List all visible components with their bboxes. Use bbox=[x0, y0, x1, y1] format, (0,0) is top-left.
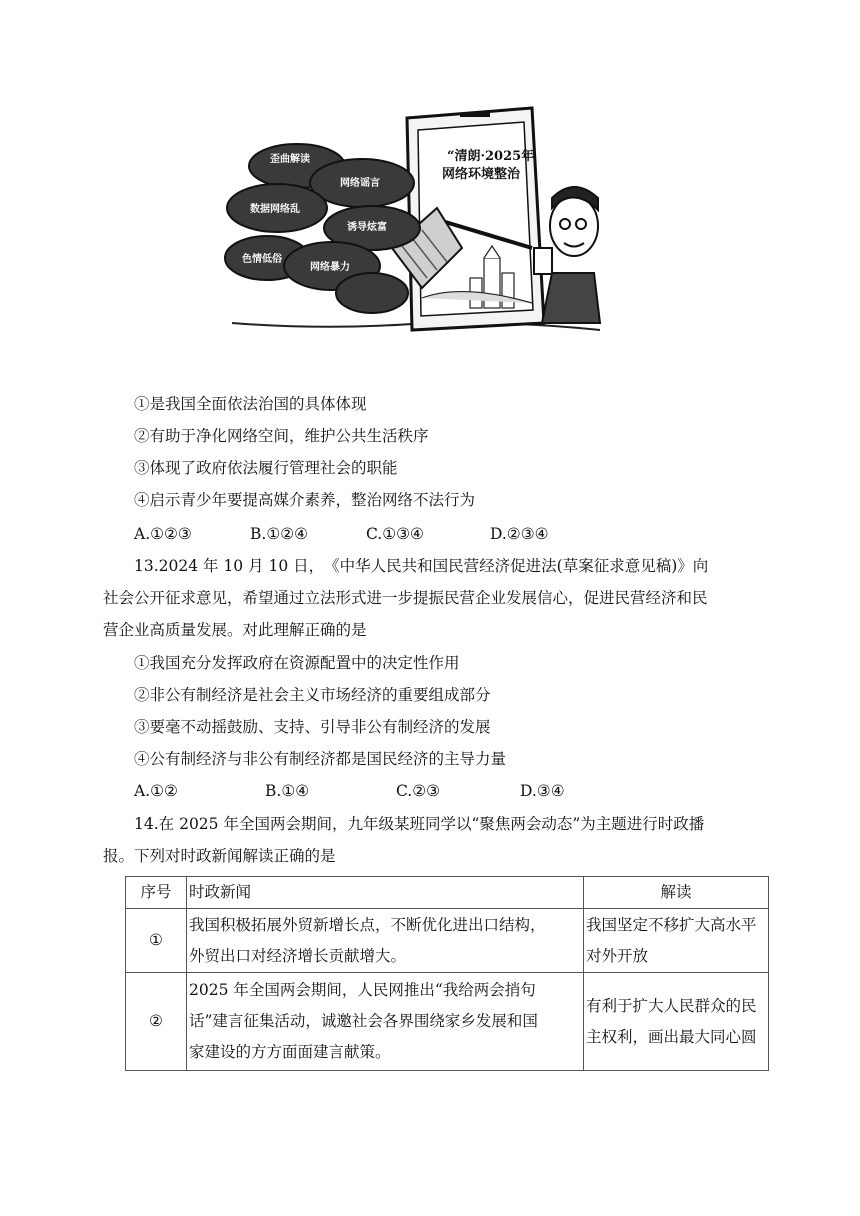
svg-text:歪曲解读: 歪曲解读 bbox=[270, 154, 310, 165]
interp-line: 主权利，画出最大同心圆 bbox=[586, 1027, 757, 1046]
svg-text:诱导炫富: 诱导炫富 bbox=[347, 222, 387, 233]
news-line: 家建设的方方面面建言献策。 bbox=[189, 1043, 391, 1061]
q12-option-d[interactable]: D.②③④ bbox=[490, 525, 549, 543]
svg-text:色情低俗: 色情低俗 bbox=[242, 254, 282, 265]
svg-text:网络谣言: 网络谣言 bbox=[340, 178, 380, 189]
q12-item-1: ①是我国全面依法治国的具体体现 bbox=[134, 395, 367, 413]
q13-stem-line-3: 营企业高质量发展。对此理解正确的是 bbox=[103, 621, 367, 639]
news-line: 我国积极拓展外贸新增长点，不断优化进出口结构， bbox=[189, 915, 546, 934]
row-interpretation bbox=[584, 973, 769, 1071]
q12-item-3: ③体现了政府依法履行管理社会的职能 bbox=[134, 459, 398, 477]
header-number: 序号 bbox=[126, 877, 187, 909]
q12-option-c[interactable]: C.①③④ bbox=[366, 525, 424, 543]
svg-text:数据网络乱: 数据网络乱 bbox=[250, 204, 300, 215]
q13-stem-line-2: 社会公开征求意见，希望通过立法形式进一步提振民营企业发展信心，促进民营经济和民 bbox=[103, 589, 708, 607]
svg-text:网络暴力: 网络暴力 bbox=[310, 262, 350, 273]
news-line: 话”建言征集活动，诚邀社会各界围绕家乡发展和国 bbox=[189, 1012, 538, 1030]
q14-stem-line-1: 14.在 2025 年全国两会期间，九年级某班同学以“聚焦两会动态”为主题进行时政播 bbox=[134, 815, 705, 833]
q13-item-3: ③要毫不动摇鼓励、支持、引导非公有制经济的发展 bbox=[134, 718, 491, 736]
q13-stem-line-1: 13.2024 年 10 月 10 日， 《中华人民共和国民营经济促进法(草案征求意见稿)》向 bbox=[134, 557, 709, 575]
q12-option-b[interactable]: B.①②④ bbox=[250, 525, 309, 543]
interp-line: 我国坚定不移扩大高水平 bbox=[586, 915, 757, 934]
cartoon-illustration bbox=[222, 98, 608, 338]
q13-item-1: ①我国充分发挥政府在资源配置中的决定性作用 bbox=[134, 654, 460, 672]
table-row bbox=[126, 909, 769, 973]
interp-line: 对外开放 bbox=[586, 946, 649, 965]
q13-options bbox=[134, 781, 565, 801]
news-line: 2025 年全国两会期间，人民网推出“我给两会捎句 bbox=[189, 981, 536, 999]
q14-stem-line-2: 报。下列对时政新闻解读正确的是 bbox=[103, 847, 336, 865]
phone-subtitle-text: 网络环境整治 bbox=[442, 167, 521, 182]
q13-item-2: ②非公有制经济是社会主义市场经济的重要组成部分 bbox=[134, 686, 491, 704]
phone-title-text: “清朗·2025年 bbox=[447, 149, 535, 164]
interp-line: 有利于扩大人民群众的民 bbox=[586, 996, 757, 1015]
table-header-row bbox=[126, 877, 769, 909]
header-news: 时政新闻 bbox=[187, 877, 584, 909]
row-number: ② bbox=[126, 973, 187, 1071]
row-news bbox=[187, 909, 584, 973]
q13-option-d[interactable]: D.③④ bbox=[520, 782, 565, 800]
q12-option-a[interactable]: A.①②③ bbox=[134, 525, 192, 543]
q13-item-4: ④公有制经济与非公有制经济都是国民经济的主导力量 bbox=[134, 750, 507, 768]
q12-item-4: ④启示青少年要提高媒介素养，整治网络不法行为 bbox=[134, 491, 476, 509]
row-interpretation bbox=[584, 909, 769, 973]
dust-clouds bbox=[225, 144, 420, 313]
q13-option-a[interactable]: A.①② bbox=[134, 782, 178, 800]
q12-options bbox=[134, 524, 549, 544]
news-table bbox=[125, 876, 769, 1071]
q13-option-c[interactable]: C.②③ bbox=[396, 782, 441, 800]
row-news bbox=[187, 973, 584, 1071]
table-row bbox=[126, 973, 769, 1071]
q12-item-2: ②有助于净化网络空间，维护公共生活秩序 bbox=[134, 427, 429, 445]
news-line: 外贸出口对经济增长贡献增大。 bbox=[189, 946, 407, 965]
header-interpretation: 解读 bbox=[584, 877, 769, 909]
row-number: ① bbox=[126, 909, 187, 973]
q13-option-b[interactable]: B.①④ bbox=[265, 782, 310, 800]
